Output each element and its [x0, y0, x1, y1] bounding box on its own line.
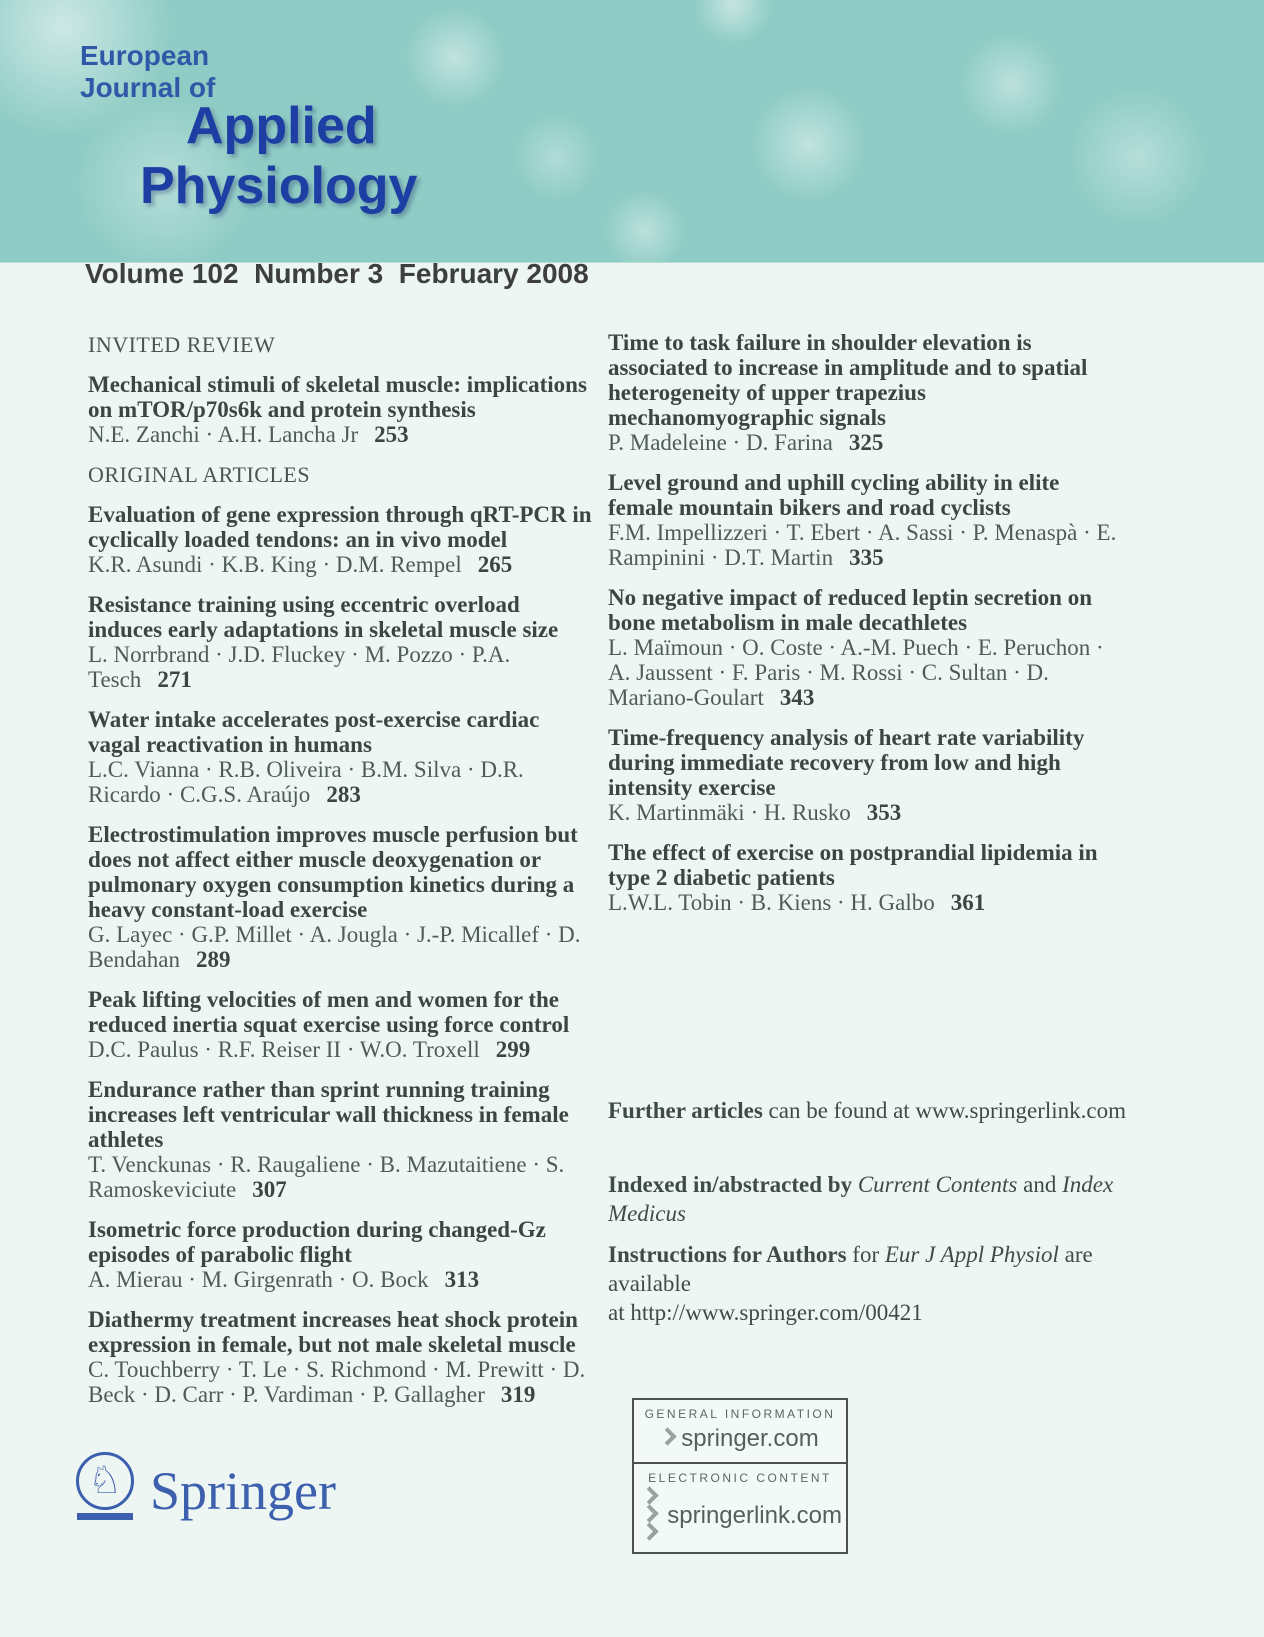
article-page-number: 299 — [495, 1037, 531, 1062]
instructions-journal-abbrev: Eur J Appl Physiol — [884, 1242, 1059, 1267]
toc-entry — [608, 585, 1128, 710]
toc-entry — [88, 1077, 593, 1202]
toc-entry — [88, 592, 593, 692]
article-title: Mechanical stimuli of skeletal muscle: implications on mTOR/p70s6k and protein synthesis — [88, 372, 587, 422]
article-title: Isometric force production during changed-Gz episodes of parabolic flight — [88, 1217, 546, 1267]
toc-entry — [608, 470, 1128, 570]
article-page-number: 325 — [848, 430, 884, 455]
article-page-number: 319 — [500, 1382, 536, 1407]
toc-column-left — [88, 330, 593, 1422]
article-authors: F.M. Impellizzeri · T. Ebert · A. Sassi · P. Menaspà · E. Rampinini · D.T. Martin 335 — [608, 520, 1117, 570]
general-information-box — [632, 1398, 848, 1464]
springerlink-com-row — [638, 1489, 842, 1543]
further-articles-text: can be found at www.springerlink.com — [762, 1098, 1126, 1123]
toc-entry — [608, 840, 1128, 915]
toc-entry — [88, 372, 593, 447]
issue-line: Volume 102 Number 3 February 2008 — [85, 258, 589, 289]
article-title: Peak lifting velocities of men and women for the reduced inertia squat exercise using force control — [88, 987, 570, 1037]
article-page-number: 283 — [326, 782, 361, 807]
further-articles-note — [608, 1096, 1153, 1125]
toc-section-heading: ORIGINAL ARTICLES — [88, 462, 311, 487]
article-title: Endurance rather than sprint running training increases left ventricular wall thickness in female athletes — [88, 1077, 569, 1152]
article-authors: C. Touchberry · T. Le · S. Richmond · M. Prewitt · D. Beck · D. Carr · P. Vardiman · P. Gallagher 319 — [88, 1357, 586, 1407]
chevron-group — [638, 1489, 659, 1543]
toc-entry — [88, 822, 593, 972]
indexed-note — [608, 1170, 1153, 1228]
article-page-number: 361 — [950, 890, 986, 915]
article-title: Evaluation of gene expression through qRT-PCR in cyclically loaded tendons: an in vivo model — [88, 502, 592, 552]
article-page-number: 265 — [477, 552, 513, 577]
article-title: Water intake accelerates post-exercise cardiac vagal reactivation in humans — [88, 707, 540, 757]
article-title: Level ground and uphill cycling ability in elite female mountain bikers and road cyclists — [608, 470, 1060, 520]
instructions-note — [608, 1240, 1153, 1327]
indexed-journal-2: Index Medicus — [608, 1172, 1114, 1226]
springer-horse-icon — [76, 1452, 134, 1520]
article-authors: N.E. Zanchi · A.H. Lancha Jr 253 — [88, 422, 409, 447]
chevron-icon — [659, 1427, 677, 1445]
publisher-label-line1: European — [80, 40, 210, 71]
article-page-number: 253 — [374, 422, 409, 447]
toc-column-right — [608, 330, 1128, 930]
knight-glyph: ♘ — [87, 1458, 123, 1502]
instructions-line1 — [608, 1240, 1153, 1298]
toc-entry — [88, 707, 593, 807]
horse-circle-outline — [76, 1452, 134, 1510]
toc-section-heading: INVITED REVIEW — [88, 332, 276, 357]
article-authors: P. Madeleine · D. Farina 325 — [608, 430, 884, 455]
chevron-icon — [640, 1486, 658, 1504]
article-title: The effect of exercise on postprandial lipidemia in type 2 diabetic patients — [608, 840, 1098, 890]
springer-com-url: springer.com — [681, 1425, 819, 1452]
springer-com-row — [638, 1425, 842, 1453]
toc-entry — [88, 502, 593, 577]
indexed-journal-1: Current Contents — [857, 1172, 1018, 1197]
article-page-number: 353 — [866, 800, 902, 825]
article-title: Diathermy treatment increases heat shock protein expression in female, but not male skeletal muscle — [88, 1307, 578, 1357]
article-authors: L. Norrbrand · J.D. Fluckey · M. Pozzo · P.A. Tesch 271 — [88, 642, 511, 692]
toc-entry — [88, 1307, 593, 1407]
article-page-number: 289 — [195, 947, 231, 972]
further-articles-lead: Further articles — [608, 1098, 763, 1123]
cover-header-band — [0, 0, 1264, 263]
electronic-content-label: ELECTRONIC CONTENT — [648, 1471, 832, 1485]
article-authors: D.C. Paulus · R.F. Reiser II · W.O. Troxell 299 — [88, 1037, 531, 1062]
article-title: Electrostimulation improves muscle perfusion but does not affect either muscle deoxygenation or pulmonary oxygen consumption kinetics during a heavy constant-load exercise — [88, 822, 578, 922]
article-authors: L. Maïmoun · O. Coste · A.-M. Puech · E. Peruchon · A. Jaussent · F. Paris · M. Rossi · C. Sultan · D. Mariano-Goulart 343 — [608, 635, 1104, 710]
article-authors: L.W.L. Tobin · B. Kiens · H. Galbo 361 — [608, 890, 986, 915]
article-authors: G. Layec · G.P. Millet · A. Jougla · J.-P. Micallef · D. Bendahan 289 — [88, 922, 581, 972]
article-page-number: 343 — [779, 685, 815, 710]
springer-logo — [76, 1452, 336, 1520]
electronic-content-box — [632, 1462, 848, 1554]
footer-info-boxes — [632, 1398, 848, 1554]
logo-base-bar — [77, 1513, 133, 1520]
article-authors: L.C. Vianna · R.B. Oliveira · B.M. Silva · D.R. Ricardo · C.G.S. Araújo 283 — [88, 757, 524, 807]
indexed-lead: Indexed in/abstracted by — [608, 1172, 853, 1197]
article-title: No negative impact of reduced leptin secretion on bone metabolism in male decathletes — [608, 585, 1093, 635]
instructions-available: are available — [608, 1242, 1093, 1296]
article-authors: A. Mierau · M. Girgenrath · O. Bock 313 — [88, 1267, 480, 1292]
chevron-group — [661, 1430, 673, 1448]
publisher-label — [80, 40, 215, 104]
chevron-icon — [640, 1504, 658, 1522]
article-title: Time-frequency analysis of heart rate variability during immediate recovery from low and high intensity exercise — [608, 725, 1085, 800]
article-title: Time to task failure in shoulder elevation is associated to increase in amplitude and to spatial heterogeneity of upper trapezius mechanomyographic signals — [608, 330, 1088, 430]
instructions-lead: Instructions for Authors — [608, 1242, 847, 1267]
instructions-for: for — [846, 1242, 885, 1267]
publisher-label-line2: Journal of — [80, 72, 216, 103]
article-page-number: 307 — [252, 1177, 287, 1202]
article-title: Resistance training using eccentric overload induces early adaptations in skeletal muscle size — [88, 592, 559, 642]
indexed-and: and — [1017, 1172, 1063, 1197]
general-information-label: GENERAL INFORMATION — [644, 1407, 836, 1421]
article-page-number: 313 — [444, 1267, 480, 1292]
chevron-icon — [640, 1522, 658, 1540]
article-authors: K.R. Asundi · K.B. King · D.M. Rempel 265 — [88, 552, 513, 577]
toc-entry — [608, 725, 1128, 825]
toc-entry — [608, 330, 1128, 455]
article-authors: K. Martinmäki · H. Rusko 353 — [608, 800, 902, 825]
toc-entry — [88, 987, 593, 1062]
article-authors: T. Venckunas · R. Raugaliene · B. Mazutaitiene · S. Ramoskeviciute 307 — [88, 1152, 565, 1202]
springerlink-com-url: springerlink.com — [667, 1502, 842, 1529]
journal-title-line2: Physiology — [140, 157, 418, 215]
instructions-line2: at http://www.springer.com/00421 — [608, 1300, 923, 1325]
toc-entry — [88, 1217, 593, 1292]
article-page-number: 271 — [157, 667, 192, 692]
springer-wordmark: Springer — [150, 1461, 336, 1521]
article-page-number: 335 — [849, 545, 884, 570]
journal-title-line1: Applied — [186, 97, 377, 155]
